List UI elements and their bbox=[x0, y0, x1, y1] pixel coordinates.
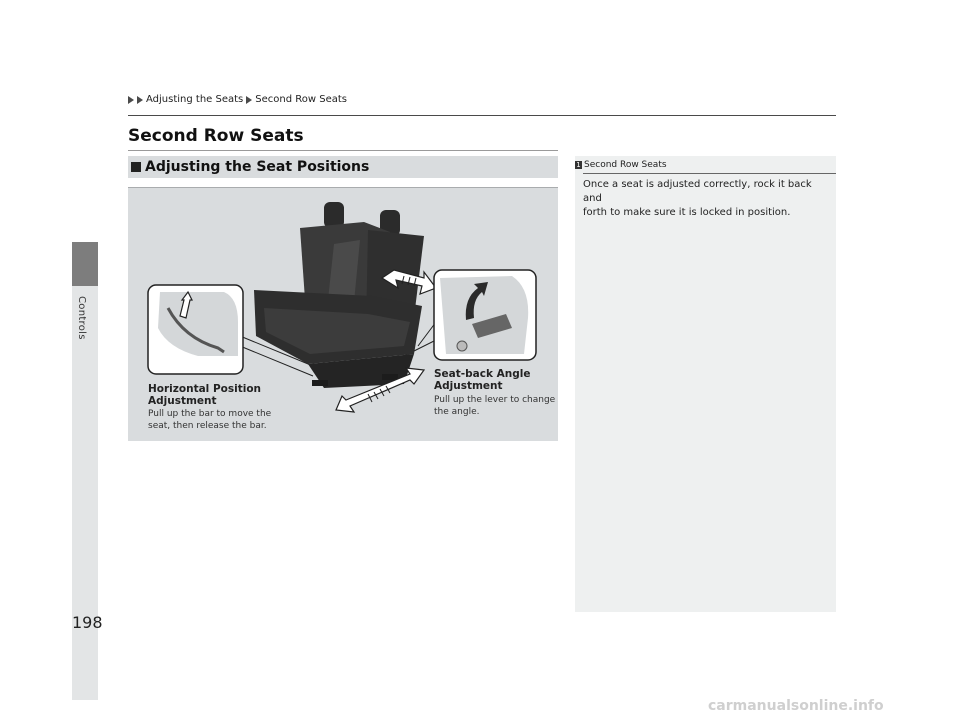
sidebar-body bbox=[583, 178, 831, 220]
side-tab-strip bbox=[72, 286, 98, 700]
horizontal-bar-inset bbox=[148, 285, 243, 374]
recline-callout-title-2: Adjustment bbox=[434, 380, 503, 392]
footer-watermark: carmanualsonline.info bbox=[708, 698, 884, 714]
sidebar-heading-text: Second Row Seats bbox=[584, 160, 667, 170]
section-heading-bar bbox=[128, 156, 558, 178]
horizontal-callout-title-2: Adjustment bbox=[148, 395, 217, 407]
horizontal-callout-desc-2: seat, then release the bar. bbox=[148, 421, 267, 431]
horizontal-callout-desc-1: Pull up the bar to move the bbox=[148, 409, 272, 419]
breadcrumb-current: Second Row Seats bbox=[255, 94, 347, 105]
recline-callout-desc-2: the angle. bbox=[434, 407, 480, 417]
sidebar-body-line: Once a seat is adjusted correctly, rock it back and bbox=[583, 179, 812, 204]
section-square-icon bbox=[131, 162, 141, 172]
reference-mark-icon: 1 bbox=[576, 161, 581, 169]
recline-callout-title-1: Seat-back Angle bbox=[434, 368, 531, 380]
title-rule bbox=[128, 150, 558, 151]
side-tab-label: Controls bbox=[76, 296, 87, 340]
breadcrumb-arrow-icon bbox=[137, 96, 143, 104]
breadcrumb-parent[interactable]: Adjusting the Seats bbox=[146, 94, 244, 105]
breadcrumb bbox=[128, 94, 347, 105]
section-heading: Adjusting the Seat Positions bbox=[145, 159, 370, 175]
seat-body bbox=[254, 202, 424, 388]
seat-illustration bbox=[128, 187, 558, 441]
recline-lever-inset bbox=[434, 270, 536, 360]
notes-sidebar bbox=[575, 156, 836, 612]
header-rule bbox=[128, 115, 836, 116]
breadcrumb-arrow-icon bbox=[246, 96, 252, 104]
recline-callout-desc-1: Pull up the lever to change bbox=[434, 395, 556, 405]
side-tab-marker bbox=[72, 242, 98, 286]
horizontal-callout-title-1: Horizontal Position bbox=[148, 383, 262, 395]
breadcrumb-arrow-icon bbox=[128, 96, 134, 104]
sidebar-rule bbox=[583, 173, 836, 174]
sidebar-heading[interactable] bbox=[575, 160, 667, 170]
page-title: Second Row Seats bbox=[128, 126, 304, 146]
sidebar-body-line: forth to make sure it is locked in position. bbox=[583, 207, 791, 218]
page-number: 198 bbox=[72, 613, 103, 632]
